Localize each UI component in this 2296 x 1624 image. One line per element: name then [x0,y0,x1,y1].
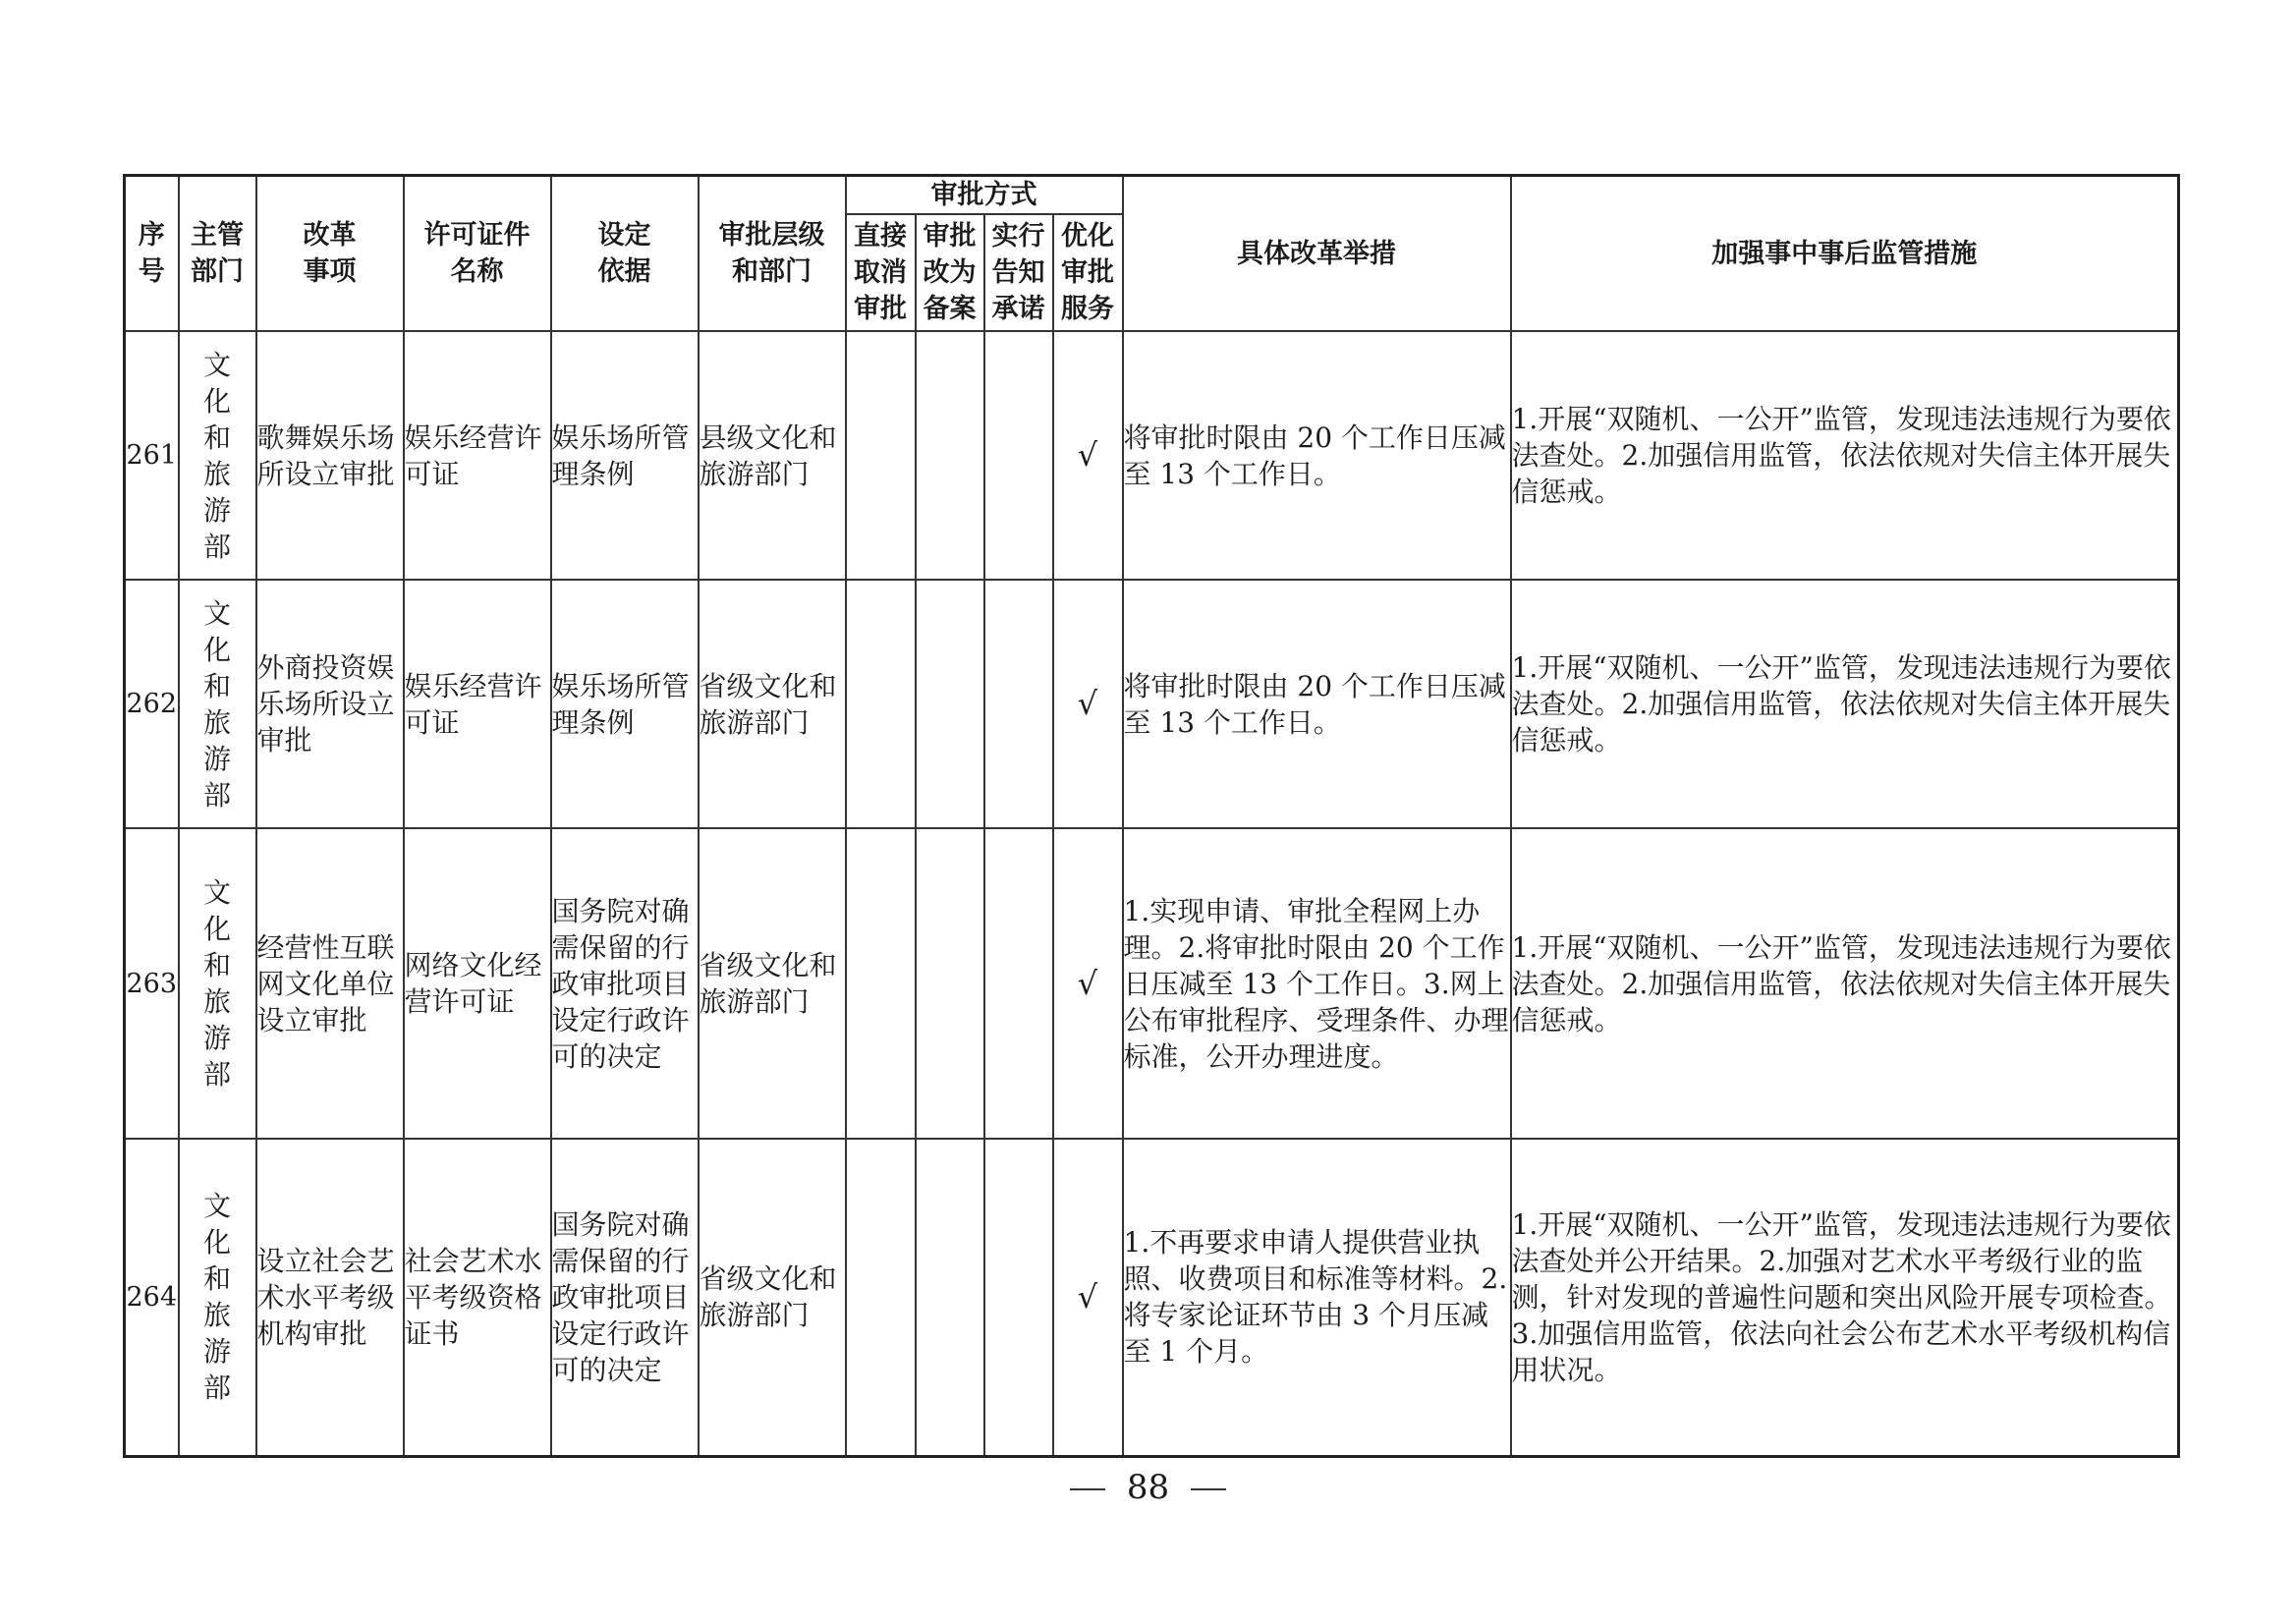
table-row [125,580,2179,828]
row-supervision: 1.开展“双随机、一公开”监管，发现违法违规行为要依法查处。2.加强信用监管，依法依规对失信主体开展失信惩戒。 [1511,580,2179,828]
table-row [125,1139,2179,1456]
page-number-right-rule [1191,1488,1226,1490]
row-measures: 1.实现申请、审批全程网上办理。2.将审批时限由 20 个工作日压减至 13 个工作日。3.网上公布审批程序、受理条件、办理标准，公开办理进度。 [1123,828,1511,1139]
row-cancel [846,828,916,1139]
header-approval-mode: 审批方式 [846,176,1123,215]
row-notice [984,331,1053,580]
row-measures: 将审批时限由 20 个工作日压减至 13 个工作日。 [1123,331,1511,580]
table-row [125,828,2179,1139]
reform-table [123,174,2180,1458]
row-item: 歌舞娱乐场所设立审批 [256,331,404,580]
header-basis: 设定 依据 [551,176,699,332]
row-supervision: 1.开展“双随机、一公开”监管，发现违法违规行为要依法查处并公开结果。2.加强对艺术水平考级行业的监测，针对发现的普遍性问题和突出风险开展专项检查。3.加强信用监管，依法向社会公布艺术水平考级机构信用状况。 [1511,1139,2179,1456]
row-cancel [846,331,916,580]
row-cancel [846,1139,916,1456]
row-notice [984,1139,1053,1456]
row-filing [916,331,984,580]
header-mode-filing: 审批 改为 备案 [916,214,984,331]
row-cancel [846,580,916,828]
header-mode-optimize: 优化 审批 服务 [1053,214,1123,331]
header-dept: 主管 部门 [179,176,256,332]
row-basis: 国务院对确需保留的行政审批项目设定行政许可的决定 [551,1139,699,1456]
reform-table-container [123,174,2177,1456]
header-supervision: 加强事中事后监管措施 [1511,176,2179,332]
page-number-value: 88 [1126,1468,1170,1507]
row-dept: 文 化 和 旅 游 部 [179,580,256,828]
row-dept: 文 化 和 旅 游 部 [179,331,256,580]
row-seq: 261 [125,331,179,580]
row-filing [916,828,984,1139]
row-level: 省级文化和旅游部门 [699,828,846,1139]
header-mode-notice: 实行 告知 承诺 [984,214,1053,331]
row-filing [916,580,984,828]
row-level: 省级文化和旅游部门 [699,1139,846,1456]
row-item: 外商投资娱乐场所设立审批 [256,580,404,828]
row-optimize-check: √ [1053,580,1123,828]
row-dept: 文 化 和 旅 游 部 [179,828,256,1139]
row-supervision: 1.开展“双随机、一公开”监管，发现违法违规行为要依法查处。2.加强信用监管，依法依规对失信主体开展失信惩戒。 [1511,828,2179,1139]
row-dept: 文 化 和 旅 游 部 [179,1139,256,1456]
row-license: 网络文化经营许可证 [404,828,551,1139]
row-basis: 娱乐场所管理条例 [551,580,699,828]
row-seq: 264 [125,1139,179,1456]
row-seq: 263 [125,828,179,1139]
row-license: 社会艺术水平考级资格证书 [404,1139,551,1456]
row-item: 设立社会艺术水平考级机构审批 [256,1139,404,1456]
row-basis: 娱乐场所管理条例 [551,331,699,580]
row-seq: 262 [125,580,179,828]
page-number [0,1468,2296,1507]
row-notice [984,580,1053,828]
row-license: 娱乐经营许可证 [404,331,551,580]
row-item: 经营性互联网文化单位设立审批 [256,828,404,1139]
row-level: 省级文化和旅游部门 [699,580,846,828]
page-number-left-rule [1070,1488,1105,1490]
row-level: 县级文化和旅游部门 [699,331,846,580]
table-row [125,331,2179,580]
row-license: 娱乐经营许可证 [404,580,551,828]
row-measures: 1.不再要求申请人提供营业执照、收费项目和标准等材料。2.将专家论证环节由 3 个月压减至 1 个月。 [1123,1139,1511,1456]
row-supervision: 1.开展“双随机、一公开”监管，发现违法违规行为要依法查处。2.加强信用监管，依法依规对失信主体开展失信惩戒。 [1511,331,2179,580]
row-optimize-check: √ [1053,1139,1123,1456]
header-level: 审批层级 和部门 [699,176,846,332]
row-optimize-check: √ [1053,828,1123,1139]
header-mode-cancel: 直接 取消 审批 [846,214,916,331]
row-optimize-check: √ [1053,331,1123,580]
row-filing [916,1139,984,1456]
header-item: 改革 事项 [256,176,404,332]
row-measures: 将审批时限由 20 个工作日压减至 13 个工作日。 [1123,580,1511,828]
header-measures: 具体改革举措 [1123,176,1511,332]
row-basis: 国务院对确需保留的行政审批项目设定行政许可的决定 [551,828,699,1139]
header-seq: 序 号 [125,176,179,332]
header-license: 许可证件 名称 [404,176,551,332]
row-notice [984,828,1053,1139]
